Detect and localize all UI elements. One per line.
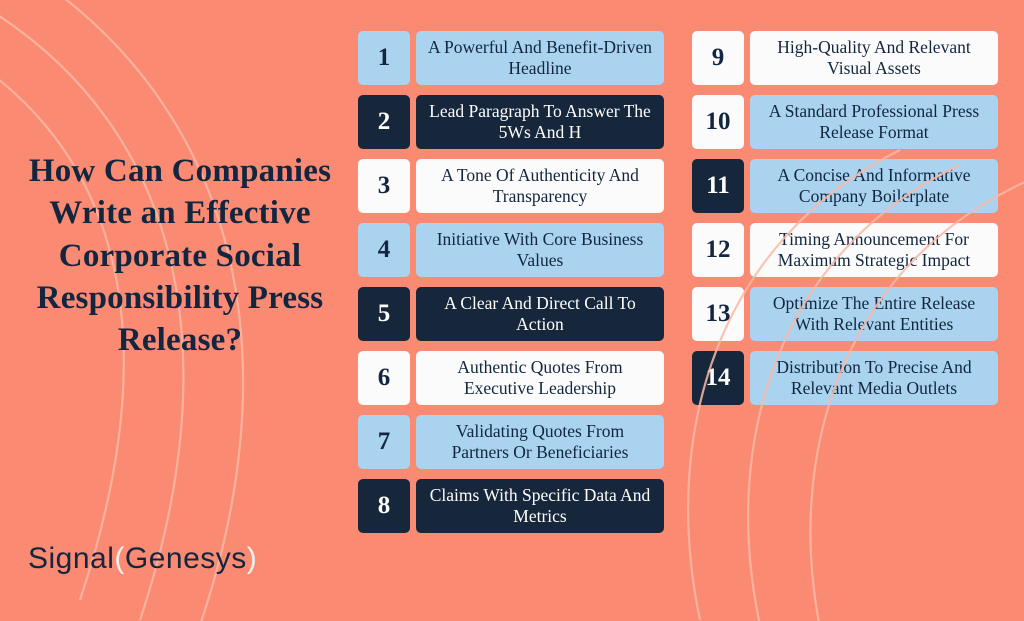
list-item[interactable] — [692, 351, 998, 405]
item-label: Lead Paragraph To Answer The 5Ws And H — [416, 95, 664, 149]
item-number: 1 — [358, 31, 410, 85]
item-label: Authentic Quotes From Executive Leadership — [416, 351, 664, 405]
list-item[interactable] — [358, 159, 664, 213]
item-label: A Concise And Informative Company Boilerplate — [750, 159, 998, 213]
item-label: Initiative With Core Business Values — [416, 223, 664, 277]
list-item[interactable] — [358, 95, 664, 149]
item-number: 7 — [358, 415, 410, 469]
brand-logo — [28, 542, 257, 576]
list-item[interactable] — [692, 159, 998, 213]
item-label: A Standard Professional Press Release Format — [750, 95, 998, 149]
item-number: 11 — [692, 159, 744, 213]
item-label: Distribution To Precise And Relevant Media Outlets — [750, 351, 998, 405]
item-label: A Tone Of Authenticity And Transparency — [416, 159, 664, 213]
item-label: High-Quality And Relevant Visual Assets — [750, 31, 998, 85]
list-item[interactable] — [358, 31, 664, 85]
brand-word-signal: Signal — [28, 542, 115, 575]
left-column — [358, 31, 664, 533]
item-label: A Clear And Direct Call To Action — [416, 287, 664, 341]
item-label: A Powerful And Benefit-Driven Headline — [416, 31, 664, 85]
list-item[interactable] — [358, 351, 664, 405]
checklist-columns — [358, 0, 998, 533]
list-item[interactable] — [692, 31, 998, 85]
list-item[interactable] — [692, 287, 998, 341]
right-column — [692, 31, 998, 533]
list-item[interactable] — [358, 479, 664, 533]
page-title: How Can Companies Write an Effective Corporate Social Responsibility Press Release? — [28, 153, 332, 359]
item-number: 12 — [692, 223, 744, 277]
item-number: 3 — [358, 159, 410, 213]
left-panel — [0, 0, 358, 621]
list-item[interactable] — [692, 95, 998, 149]
list-item[interactable] — [692, 223, 998, 277]
item-number: 10 — [692, 95, 744, 149]
item-number: 9 — [692, 31, 744, 85]
item-number: 5 — [358, 287, 410, 341]
brand-paren-close: ) — [246, 542, 258, 575]
list-item[interactable] — [358, 223, 664, 277]
item-label: Optimize The Entire Release With Relevant Entities — [750, 287, 998, 341]
list-item[interactable] — [358, 415, 664, 469]
item-number: 2 — [358, 95, 410, 149]
list-item[interactable] — [358, 287, 664, 341]
item-label: Validating Quotes From Partners Or Beneficiaries — [416, 415, 664, 469]
item-number: 8 — [358, 479, 410, 533]
item-number: 14 — [692, 351, 744, 405]
item-number: 6 — [358, 351, 410, 405]
item-number: 4 — [358, 223, 410, 277]
brand-word-genesys: Genesys — [124, 542, 247, 575]
brand-paren-open: ( — [114, 542, 125, 575]
item-number: 13 — [692, 287, 744, 341]
item-label: Claims With Specific Data And Metrics — [416, 479, 664, 533]
item-label: Timing Announcement For Maximum Strategic Impact — [750, 223, 998, 277]
